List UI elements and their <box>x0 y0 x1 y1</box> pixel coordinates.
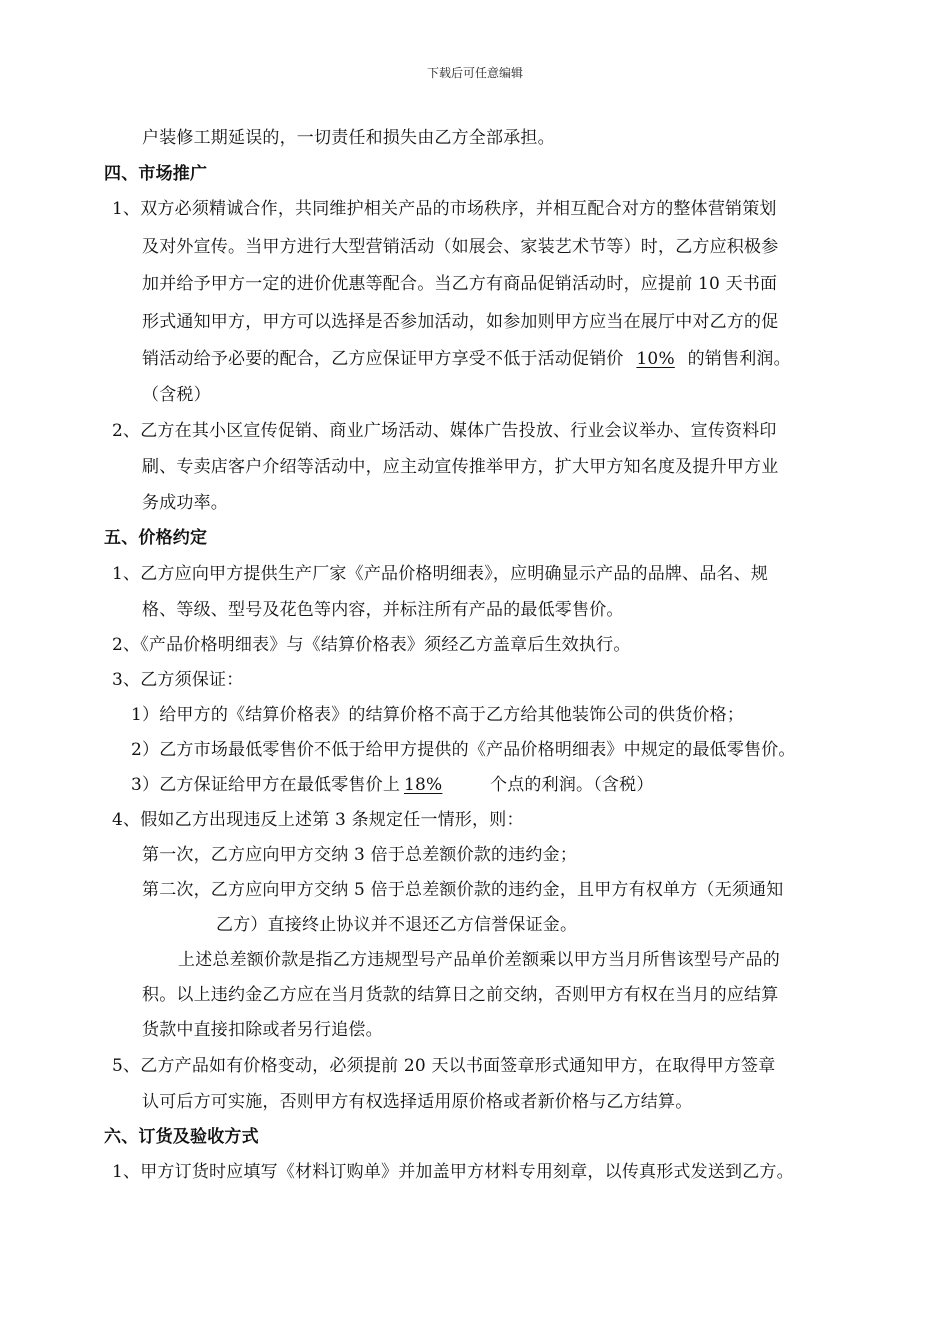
paragraph-line: 格、等级、型号及花色等内容，并标注所有产品的最低零售价。 <box>142 600 624 620</box>
paragraph-line: 货款中直接扣除或者另行追偿。 <box>142 1020 383 1040</box>
paragraph-line: 3、乙方须保证： <box>112 670 244 690</box>
paragraph-line: 户装修工期延误的，一切责任和损失由乙方全部承担。 <box>142 128 555 148</box>
line-text: 销活动给予必要的配合，乙方应保证甲方享受不低于活动促销价 <box>142 349 624 369</box>
paragraph-line: 上述总差额价款是指乙方违规型号产品单价差额乘以甲方当月所售该型号产品的 <box>178 950 780 970</box>
paragraph-line: 加并给予甲方一定的进价优惠等配合。当乙方有商品促销活动时，应提前 10 天书面 <box>142 274 778 294</box>
section-heading-5: 五、价格约定 <box>104 528 208 548</box>
paragraph-line: 1、乙方应向甲方提供生产厂家《产品价格明细表》，应明确显示产品的品牌、品名、规 <box>112 564 769 584</box>
paragraph-line: 2、乙方在其小区宣传促销、商业广场活动、媒体广告投放、行业会议举办、宣传资料印 <box>112 421 777 441</box>
paragraph-line: 2、《产品价格明细表》与《结算价格表》须经乙方盖章后生效执行。 <box>112 635 631 655</box>
line-text: 个点的利润。（含税） <box>490 775 654 795</box>
line-text: 的销售利润。 <box>687 349 791 369</box>
paragraph-line: 2）乙方市场最低零售价不低于给甲方提供的《产品价格明细表》中规定的最低零售价。 <box>131 740 796 760</box>
page-header: 下载后可任意编辑 <box>426 66 523 80</box>
paragraph-line <box>131 774 654 796</box>
paragraph-line: 第一次，乙方应向甲方交纳 3 倍于总差额价款的违约金； <box>142 845 578 865</box>
paragraph-line: 4、假如乙方出现违反上述第 3 条规定任一情形，则： <box>112 810 524 830</box>
paragraph-line: 1）给甲方的《结算价格表》的结算价格不高于乙方给其他装饰公司的供货价格； <box>131 705 745 725</box>
paragraph-line: 务成功率。 <box>142 493 228 513</box>
paragraph-line: 及对外宣传。当甲方进行大型营销活动（如展会、家装艺术节等）时，乙方应积极参 <box>142 237 779 257</box>
section-heading-6: 六、订货及验收方式 <box>104 1127 259 1147</box>
paragraph-line: 5、乙方产品如有价格变动，必须提前 20 天以书面签章形式通知甲方，在取得甲方签章 <box>112 1056 776 1076</box>
paragraph-line: 积。以上违约金乙方应在当月货款的结算日之前交纳，否则甲方有权在当月的应结算 <box>142 985 779 1005</box>
paragraph-line: 1、甲方订货时应填写《材料订购单》并加盖甲方材料专用刻章，以传真形式发送到乙方。 <box>112 1162 794 1182</box>
paragraph-line: 刷、专卖店客户介绍等活动中，应主动宣传推举甲方，扩大甲方知名度及提升甲方业 <box>142 457 779 477</box>
section-heading-4: 四、市场推广 <box>104 164 208 184</box>
underlined-value: 18% <box>404 775 443 795</box>
paragraph-line: 认可后方可实施，否则甲方有权选择适用原价格或者新价格与乙方结算。 <box>142 1092 693 1112</box>
paragraph-line: 1、双方必须精诚合作，共同维护相关产品的市场秩序，并相互配合对方的整体营销策划 <box>112 199 777 219</box>
paragraph-line: 乙方）直接终止协议并不退还乙方信誉保证金。 <box>216 915 578 935</box>
paragraph-line: 第二次，乙方应向甲方交纳 5 倍于总差额价款的违约金，且甲方有权单方（无须通知 <box>142 880 784 900</box>
paragraph-line <box>142 348 791 370</box>
paragraph-line: 形式通知甲方，甲方可以选择是否参加活动，如参加则甲方应当在展厅中对乙方的促 <box>142 312 779 332</box>
line-text: 3）乙方保证给甲方在最低零售价上 <box>131 775 401 795</box>
paragraph-line: （含税） <box>142 385 211 405</box>
underlined-value: 10% <box>636 349 675 369</box>
